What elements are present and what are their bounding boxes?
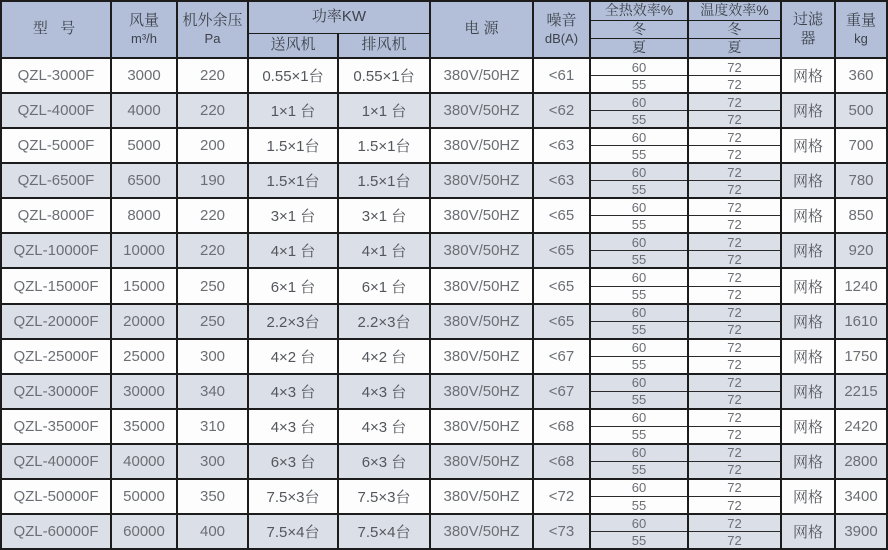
heat-eff-summer-value: 55 — [631, 532, 647, 548]
cell-filter: 网格 — [782, 234, 836, 267]
table-row — [2, 480, 886, 515]
header-pressure-title: 机外余压 — [182, 12, 243, 29]
cell-temp-efficiency — [689, 410, 782, 443]
heat-eff-winter-value: 60 — [591, 234, 687, 251]
cell-model: QZL-40000F — [2, 445, 112, 478]
table-row — [2, 445, 886, 480]
cell-temp-efficiency — [689, 340, 782, 373]
cell-exhaust-fan-power: 3×1 台 — [339, 199, 431, 232]
header-weight-unit: kg — [854, 30, 868, 46]
header-power-fans — [249, 34, 429, 57]
cell-weight: 360 — [848, 67, 874, 85]
heat-eff-winter-value: 60 — [591, 199, 687, 216]
cell-power-supply: 380V/50HZ — [431, 234, 534, 267]
cell-weight: 850 — [848, 207, 874, 225]
heat-eff-summer-value: 55 — [631, 497, 647, 513]
table-row — [2, 375, 886, 410]
cell-supply-fan-power: 3×1 台 — [249, 199, 339, 232]
cell-weight: 2215 — [844, 382, 878, 400]
cell-filter: 网格 — [782, 164, 836, 197]
header-power-title: 功率KW — [249, 2, 429, 34]
header-airflow-unit: m³/h — [131, 30, 157, 46]
cell-weight: 780 — [848, 172, 874, 190]
cell-heat-efficiency — [591, 340, 689, 373]
header-exhaust-fan: 排风机 — [361, 36, 407, 54]
temp-eff-winter-value: 72 — [689, 199, 780, 216]
cell-exhaust-fan-power: 1×1 台 — [339, 94, 431, 127]
cell-supply-fan-power: 1.5×1台 — [249, 129, 339, 162]
header-model — [2, 2, 112, 57]
cell-pressure: 220 — [178, 59, 249, 92]
heat-eff-summer-value: 55 — [631, 392, 647, 408]
heat-eff-winter-value: 60 — [591, 445, 687, 462]
table-row — [2, 94, 886, 129]
temp-eff-summer-value: 72 — [727, 392, 742, 408]
header-pressure-unit: Pa — [204, 30, 221, 46]
cell-airflow: 20000 — [112, 305, 178, 338]
cell-noise: <72 — [534, 480, 591, 513]
cell-exhaust-fan-power: 6×3 台 — [339, 445, 431, 478]
header-power-supply — [431, 2, 534, 57]
heat-eff-summer-value: 55 — [631, 287, 647, 303]
header-model-label: 型 号 — [32, 20, 80, 38]
heat-eff-summer-value: 55 — [631, 427, 647, 443]
cell-airflow: 5000 — [112, 129, 178, 162]
cell-pressure: 190 — [178, 164, 249, 197]
cell-supply-fan-power: 1×1 台 — [249, 94, 339, 127]
cell-heat-efficiency — [591, 234, 689, 267]
cell-model: QZL-25000F — [2, 340, 112, 373]
cell-supply-fan-power: 1.5×1台 — [249, 164, 339, 197]
temp-eff-summer-value: 72 — [727, 251, 742, 267]
cell-model: QZL-5000F — [2, 129, 112, 162]
temp-eff-winter-value: 72 — [689, 410, 780, 427]
cell-exhaust-fan-power: 4×1 台 — [339, 234, 431, 267]
heat-eff-winter-value: 60 — [591, 94, 687, 111]
table-row — [2, 269, 886, 304]
cell-filter: 网格 — [782, 375, 836, 408]
cell-supply-fan-power: 7.5×3台 — [249, 480, 339, 513]
header-weight-title: 重量 — [845, 12, 876, 29]
heat-eff-summer-value: 55 — [631, 357, 647, 373]
cell-filter: 网格 — [782, 480, 836, 513]
cell-filter: 网格 — [782, 129, 836, 162]
temp-eff-winter-value: 72 — [689, 445, 780, 462]
cell-airflow: 6500 — [112, 164, 178, 197]
cell-model: QZL-10000F — [2, 234, 112, 267]
cell-heat-efficiency — [591, 94, 689, 127]
header-temp-eff-winter: 冬 — [689, 21, 780, 40]
header-noise-unit: dB(A) — [544, 30, 579, 46]
cell-filter: 网格 — [782, 445, 836, 478]
header-weight — [836, 2, 886, 57]
cell-exhaust-fan-power: 7.5×4台 — [339, 515, 431, 548]
temp-eff-winter-value: 72 — [689, 375, 780, 392]
cell-supply-fan-power: 6×3 台 — [249, 445, 339, 478]
temp-eff-winter-value: 72 — [689, 94, 780, 111]
header-filter — [782, 2, 836, 57]
table-row — [2, 59, 886, 94]
heat-eff-summer-value: 55 — [631, 181, 647, 197]
cell-filter: 网格 — [782, 59, 836, 92]
cell-heat-efficiency — [591, 199, 689, 232]
cell-airflow: 50000 — [112, 480, 178, 513]
cell-supply-fan-power: 2.2×3台 — [249, 305, 339, 338]
cell-power-supply: 380V/50HZ — [431, 94, 534, 127]
cell-temp-efficiency — [689, 199, 782, 232]
cell-airflow: 15000 — [112, 269, 178, 302]
cell-temp-efficiency — [689, 445, 782, 478]
cell-pressure: 300 — [178, 445, 249, 478]
cell-weight: 2800 — [844, 452, 878, 470]
cell-heat-efficiency — [591, 59, 689, 92]
cell-power-supply: 380V/50HZ — [431, 445, 534, 478]
temp-eff-winter-value: 72 — [689, 234, 780, 251]
temp-eff-winter-value: 72 — [689, 480, 780, 497]
header-heat-eff-title: 全热效率% — [591, 2, 687, 21]
cell-temp-efficiency — [689, 375, 782, 408]
cell-filter: 网格 — [782, 94, 836, 127]
cell-heat-efficiency — [591, 305, 689, 338]
cell-power-supply: 380V/50HZ — [431, 59, 534, 92]
cell-pressure: 220 — [178, 234, 249, 267]
heat-eff-summer-value: 55 — [631, 462, 647, 478]
cell-filter: 网格 — [782, 305, 836, 338]
temp-eff-winter-value: 72 — [689, 305, 780, 322]
cell-model: QZL-60000F — [2, 515, 112, 548]
temp-eff-summer-value: 72 — [727, 216, 742, 232]
cell-model: QZL-20000F — [2, 305, 112, 338]
cell-power-supply: 380V/50HZ — [431, 164, 534, 197]
cell-heat-efficiency — [591, 480, 689, 513]
cell-noise: <61 — [534, 59, 591, 92]
cell-model: QZL-4000F — [2, 94, 112, 127]
table-row — [2, 340, 886, 375]
cell-filter: 网格 — [782, 410, 836, 443]
cell-model: QZL-30000F — [2, 375, 112, 408]
cell-pressure: 200 — [178, 129, 249, 162]
cell-weight: 1750 — [844, 347, 878, 365]
cell-weight: 500 — [848, 102, 874, 120]
cell-exhaust-fan-power: 4×3 台 — [339, 375, 431, 408]
cell-supply-fan-power: 4×2 台 — [249, 340, 339, 373]
table-row — [2, 515, 886, 548]
temp-eff-summer-value: 72 — [727, 427, 742, 443]
header-power-group — [249, 2, 431, 57]
cell-pressure: 220 — [178, 94, 249, 127]
cell-noise: <68 — [534, 445, 591, 478]
cell-exhaust-fan-power: 4×2 台 — [339, 340, 431, 373]
cell-power-supply: 380V/50HZ — [431, 515, 534, 548]
heat-eff-winter-value: 60 — [591, 59, 687, 76]
heat-eff-winter-value: 60 — [591, 164, 687, 181]
cell-noise: <65 — [534, 269, 591, 302]
header-pressure — [178, 2, 249, 57]
cell-power-supply: 380V/50HZ — [431, 375, 534, 408]
heat-eff-winter-value: 60 — [591, 269, 687, 286]
cell-temp-efficiency — [689, 234, 782, 267]
heat-eff-winter-value: 60 — [591, 305, 687, 322]
table-body — [2, 59, 886, 548]
cell-noise: <67 — [534, 375, 591, 408]
cell-model: QZL-35000F — [2, 410, 112, 443]
cell-power-supply: 380V/50HZ — [431, 410, 534, 443]
cell-airflow: 60000 — [112, 515, 178, 548]
cell-airflow: 3000 — [112, 59, 178, 92]
cell-supply-fan-power: 7.5×4台 — [249, 515, 339, 548]
cell-exhaust-fan-power: 7.5×3台 — [339, 480, 431, 513]
cell-supply-fan-power: 4×3 台 — [249, 375, 339, 408]
cell-filter: 网格 — [782, 269, 836, 302]
temp-eff-summer-value: 72 — [727, 76, 742, 92]
cell-weight: 1610 — [844, 312, 878, 330]
cell-heat-efficiency — [591, 515, 689, 548]
cell-airflow: 40000 — [112, 445, 178, 478]
cell-weight: 3900 — [844, 523, 878, 541]
cell-heat-efficiency — [591, 410, 689, 443]
temp-eff-summer-value: 72 — [727, 146, 742, 162]
cell-weight: 1240 — [844, 277, 878, 295]
cell-power-supply: 380V/50HZ — [431, 269, 534, 302]
cell-airflow: 8000 — [112, 199, 178, 232]
cell-pressure: 250 — [178, 305, 249, 338]
cell-noise: <65 — [534, 199, 591, 232]
temp-eff-summer-value: 72 — [727, 181, 742, 197]
heat-eff-summer-value: 55 — [631, 322, 647, 338]
cell-heat-efficiency — [591, 375, 689, 408]
cell-heat-efficiency — [591, 445, 689, 478]
heat-eff-winter-value: 60 — [591, 410, 687, 427]
cell-noise: <65 — [534, 305, 591, 338]
cell-airflow: 25000 — [112, 340, 178, 373]
header-temp-eff-summer: 夏 — [727, 39, 742, 56]
header-airflow-title: 风量 — [128, 12, 159, 29]
cell-weight: 700 — [848, 137, 874, 155]
temp-eff-summer-value: 72 — [727, 287, 742, 303]
heat-eff-summer-value: 55 — [631, 251, 647, 267]
heat-eff-summer-value: 55 — [631, 111, 647, 127]
heat-eff-winter-value: 60 — [591, 515, 687, 532]
cell-temp-efficiency — [689, 269, 782, 302]
header-noise — [534, 2, 591, 57]
cell-heat-efficiency — [591, 129, 689, 162]
header-supply-fan: 送风机 — [249, 34, 339, 57]
temp-eff-summer-value: 72 — [727, 497, 742, 513]
temp-eff-winter-value: 72 — [689, 59, 780, 76]
heat-eff-winter-value: 60 — [591, 129, 687, 146]
cell-noise: <62 — [534, 94, 591, 127]
temp-eff-summer-value: 72 — [727, 462, 742, 478]
cell-filter: 网格 — [782, 340, 836, 373]
cell-noise: <68 — [534, 410, 591, 443]
cell-noise: <63 — [534, 164, 591, 197]
cell-exhaust-fan-power: 4×3 台 — [339, 410, 431, 443]
cell-supply-fan-power: 6×1 台 — [249, 269, 339, 302]
cell-power-supply: 380V/50HZ — [431, 199, 534, 232]
table-row — [2, 305, 886, 340]
cell-model: QZL-8000F — [2, 199, 112, 232]
cell-temp-efficiency — [689, 59, 782, 92]
heat-eff-winter-value: 60 — [591, 375, 687, 392]
temp-eff-summer-value: 72 — [727, 111, 742, 127]
cell-filter: 网格 — [782, 199, 836, 232]
cell-pressure: 310 — [178, 410, 249, 443]
cell-noise: <67 — [534, 340, 591, 373]
temp-eff-summer-value: 72 — [727, 322, 742, 338]
header-heat-efficiency — [591, 2, 689, 57]
cell-weight: 3400 — [844, 487, 878, 505]
header-heat-eff-summer: 夏 — [632, 39, 646, 56]
header-noise-title: 噪音 — [546, 12, 577, 29]
cell-airflow: 10000 — [112, 234, 178, 267]
cell-supply-fan-power: 0.55×1台 — [249, 59, 339, 92]
cell-filter: 网格 — [782, 515, 836, 548]
cell-model: QZL-15000F — [2, 269, 112, 302]
cell-noise: <63 — [534, 129, 591, 162]
table-row — [2, 234, 886, 269]
heat-eff-summer-value: 55 — [631, 146, 647, 162]
temp-eff-winter-value: 72 — [689, 269, 780, 286]
cell-exhaust-fan-power: 0.55×1台 — [339, 59, 431, 92]
cell-temp-efficiency — [689, 305, 782, 338]
cell-supply-fan-power: 4×3 台 — [249, 410, 339, 443]
cell-noise: <73 — [534, 515, 591, 548]
cell-pressure: 350 — [178, 480, 249, 513]
header-airflow — [112, 2, 178, 57]
cell-pressure: 220 — [178, 199, 249, 232]
cell-noise: <65 — [534, 234, 591, 267]
temp-eff-summer-value: 72 — [727, 357, 742, 373]
temp-eff-winter-value: 72 — [689, 164, 780, 181]
cell-power-supply: 380V/50HZ — [431, 340, 534, 373]
temp-eff-winter-value: 72 — [689, 515, 780, 532]
cell-pressure: 300 — [178, 340, 249, 373]
cell-power-supply: 380V/50HZ — [431, 305, 534, 338]
cell-temp-efficiency — [689, 515, 782, 548]
temp-eff-winter-value: 72 — [689, 129, 780, 146]
cell-pressure: 340 — [178, 375, 249, 408]
heat-eff-winter-value: 60 — [591, 340, 687, 357]
cell-exhaust-fan-power: 1.5×1台 — [339, 129, 431, 162]
cell-weight: 920 — [848, 242, 874, 260]
cell-pressure: 250 — [178, 269, 249, 302]
table-header — [2, 2, 886, 59]
cell-model: QZL-50000F — [2, 480, 112, 513]
cell-power-supply: 380V/50HZ — [431, 129, 534, 162]
table-row — [2, 164, 886, 199]
cell-airflow: 4000 — [112, 94, 178, 127]
header-heat-eff-winter: 冬 — [591, 21, 687, 40]
heat-eff-winter-value: 60 — [591, 480, 687, 497]
cell-model: QZL-3000F — [2, 59, 112, 92]
cell-temp-efficiency — [689, 129, 782, 162]
header-filter-label: 过滤器 — [792, 10, 823, 47]
table-row — [2, 129, 886, 164]
cell-exhaust-fan-power: 2.2×3台 — [339, 305, 431, 338]
header-temp-efficiency — [689, 2, 782, 57]
heat-eff-summer-value: 55 — [631, 76, 647, 92]
cell-model: QZL-6500F — [2, 164, 112, 197]
cell-power-supply: 380V/50HZ — [431, 480, 534, 513]
temp-eff-summer-value: 72 — [727, 532, 742, 548]
cell-exhaust-fan-power: 1.5×1台 — [339, 164, 431, 197]
cell-pressure: 400 — [178, 515, 249, 548]
cell-airflow: 30000 — [112, 375, 178, 408]
temp-eff-winter-value: 72 — [689, 340, 780, 357]
cell-heat-efficiency — [591, 164, 689, 197]
cell-temp-efficiency — [689, 94, 782, 127]
header-temp-eff-title: 温度效率% — [689, 2, 780, 21]
cell-exhaust-fan-power: 6×1 台 — [339, 269, 431, 302]
heat-eff-summer-value: 55 — [631, 216, 647, 232]
table-row — [2, 199, 886, 234]
header-power-supply-label: 电 源 — [464, 20, 499, 38]
cell-temp-efficiency — [689, 480, 782, 513]
cell-weight: 2420 — [844, 417, 878, 435]
cell-airflow: 35000 — [112, 410, 178, 443]
cell-heat-efficiency — [591, 269, 689, 302]
table-row — [2, 410, 886, 445]
cell-supply-fan-power: 4×1 台 — [249, 234, 339, 267]
cell-temp-efficiency — [689, 164, 782, 197]
